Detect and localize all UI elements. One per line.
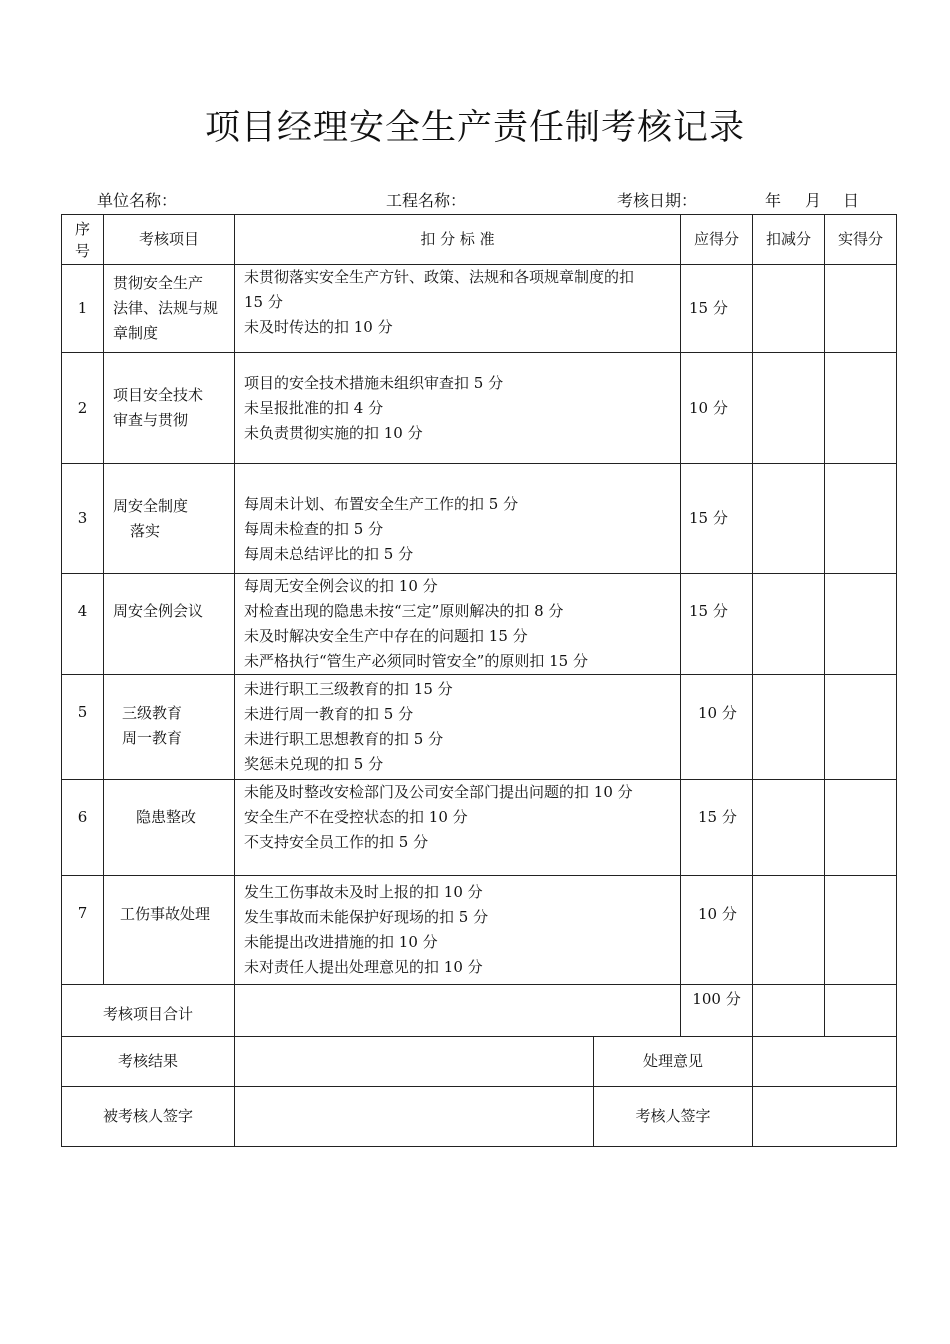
table-row	[62, 464, 897, 574]
row-actual-cell[interactable]	[825, 464, 897, 574]
row-item	[104, 780, 235, 876]
row-due-score: 10 分	[681, 876, 753, 985]
row-item	[104, 353, 235, 464]
total-row	[62, 985, 897, 1037]
row-actual-cell[interactable]	[825, 876, 897, 985]
row-item-line: 工伤事故处理	[120, 905, 211, 923]
row-item	[104, 675, 235, 780]
row-item-line: 章制度	[113, 324, 159, 342]
criteria-line: 未贯彻落实安全生产方针、政策、法规和各项规章制度的扣	[244, 268, 635, 286]
row-due-score: 10 分	[681, 675, 753, 780]
day-label: 日	[843, 191, 860, 210]
signature-row	[62, 1087, 897, 1147]
result-label: 考核结果	[62, 1037, 235, 1087]
criteria-line: 未进行职工思想教育的扣 5 分	[244, 730, 444, 748]
criteria-line: 奖惩未兑现的扣 5 分	[244, 755, 384, 773]
table-row	[62, 876, 897, 985]
row-criteria	[235, 675, 681, 780]
row-due-score: 15 分	[681, 574, 753, 675]
examinee-signature-cell[interactable]	[235, 1087, 594, 1147]
criteria-line: 每周未计划、布置安全生产工作的扣 5 分	[244, 495, 519, 513]
row-seq: 1	[62, 265, 104, 353]
opinion-value-cell[interactable]	[753, 1037, 897, 1087]
table-row	[62, 574, 897, 675]
total-label: 考核项目合计	[62, 985, 235, 1037]
row-item	[104, 574, 235, 675]
row-actual-cell[interactable]	[825, 265, 897, 353]
row-item-line: 周一教育	[122, 729, 183, 747]
row-seq: 2	[62, 353, 104, 464]
criteria-line: 未能及时整改安检部门及公司安全部门提出问题的扣 10 分	[244, 783, 633, 801]
table-row	[62, 675, 897, 780]
result-row	[62, 1037, 897, 1087]
row-deduct-cell[interactable]	[753, 464, 825, 574]
row-criteria	[235, 574, 681, 675]
row-due-score: 15 分	[681, 780, 753, 876]
row-deduct-cell[interactable]	[753, 574, 825, 675]
header-item: 考核项目	[104, 215, 235, 265]
header-due-score: 应得分	[681, 215, 753, 265]
header-seq-line1: 序	[74, 219, 90, 238]
criteria-line: 对检查出现的隐患未按“三定”原则解决的扣 8 分	[244, 602, 564, 620]
row-due-score: 10 分	[681, 353, 753, 464]
row-criteria	[235, 876, 681, 985]
assessment-table	[61, 214, 897, 1037]
project-name-label: 工程名称：	[386, 191, 467, 210]
criteria-line: 每周无安全例会议的扣 10 分	[244, 577, 438, 595]
total-criteria-cell	[235, 985, 681, 1037]
row-item	[104, 265, 235, 353]
criteria-line: 每周未总结评比的扣 5 分	[244, 545, 414, 563]
examiner-signature-cell[interactable]	[753, 1087, 897, 1147]
criteria-line: 未及时传达的扣 10 分	[244, 318, 393, 336]
unit-name-label: 单位名称：	[97, 191, 178, 210]
row-deduct-cell[interactable]	[753, 265, 825, 353]
criteria-line: 未严格执行“管生产必须同时管安全”的原则扣 15 分	[244, 652, 588, 670]
row-item-line: 隐患整改	[136, 808, 197, 826]
header-seq-line2: 号	[74, 241, 90, 260]
header-actual-score: 实得分	[825, 215, 897, 265]
row-item-line: 三级教育	[122, 704, 183, 722]
row-actual-cell[interactable]	[825, 574, 897, 675]
examiner-signature-label: 考核人签字	[594, 1087, 753, 1147]
row-criteria	[235, 353, 681, 464]
table-row	[62, 780, 897, 876]
criteria-line: 未能提出改进措施的扣 10 分	[244, 933, 438, 951]
row-item-line: 落实	[130, 521, 161, 540]
row-criteria	[235, 780, 681, 876]
table-row	[62, 265, 897, 353]
criteria-line: 未及时解决安全生产中存在的问题扣 15 分	[244, 627, 528, 645]
criteria-line: 未进行周一教育的扣 5 分	[244, 705, 414, 723]
row-item-line: 审查与贯彻	[113, 411, 189, 429]
row-seq: 4	[62, 574, 104, 675]
result-table	[61, 1036, 897, 1147]
row-item-line: 项目安全技术	[113, 386, 204, 404]
total-actual-cell[interactable]	[825, 985, 897, 1037]
table-row	[62, 353, 897, 464]
row-due-score: 15 分	[681, 265, 753, 353]
row-due-score: 15 分	[681, 464, 753, 574]
criteria-line: 发生工伤事故未及时上报的扣 10 分	[244, 883, 483, 901]
result-value-cell[interactable]	[235, 1037, 594, 1087]
header-criteria: 扣 分 标 准	[235, 215, 681, 265]
table-header-row	[62, 215, 897, 265]
row-item-line: 周安全制度	[113, 496, 189, 515]
row-deduct-cell[interactable]	[753, 675, 825, 780]
criteria-line: 15 分	[244, 293, 283, 311]
criteria-line: 发生事故而未能保护好现场的扣 5 分	[244, 908, 489, 926]
row-item-line: 法律、法规与规	[113, 299, 219, 317]
row-deduct-cell[interactable]	[753, 353, 825, 464]
row-item-line: 贯彻安全生产	[113, 274, 204, 292]
criteria-line: 安全生产不在受控状态的扣 10 分	[244, 808, 468, 826]
row-item-line: 周安全例会议	[113, 602, 204, 620]
page-title: 项目经理安全生产责任制考核记录	[204, 108, 745, 148]
year-label: 年	[765, 191, 782, 210]
total-score: 100 分	[681, 985, 753, 1037]
criteria-line: 未负责贯彻实施的扣 10 分	[244, 423, 423, 442]
total-deduct-cell[interactable]	[753, 985, 825, 1037]
row-item	[104, 876, 235, 985]
opinion-label: 处理意见	[594, 1037, 753, 1087]
header-deduct-score: 扣减分	[753, 215, 825, 265]
header-seq	[62, 215, 104, 265]
criteria-line: 每周未检查的扣 5 分	[244, 520, 384, 538]
row-seq: 3	[62, 464, 104, 574]
criteria-line: 未呈报批准的扣 4 分	[244, 398, 384, 417]
row-seq: 7	[62, 876, 104, 985]
criteria-line: 不支持安全员工作的扣 5 分	[244, 833, 429, 851]
row-criteria	[235, 464, 681, 574]
examinee-signature-label: 被考核人签字	[62, 1087, 235, 1147]
row-deduct-cell[interactable]	[753, 780, 825, 876]
criteria-line: 未进行职工三级教育的扣 15 分	[244, 680, 453, 698]
row-criteria	[235, 265, 681, 353]
criteria-line: 项目的安全技术措施未组织审查扣 5 分	[244, 373, 504, 392]
row-actual-cell[interactable]	[825, 675, 897, 780]
row-deduct-cell[interactable]	[753, 876, 825, 985]
row-item	[104, 464, 235, 574]
row-seq: 6	[62, 780, 104, 876]
assessment-date-label: 考核日期：	[617, 191, 698, 210]
row-actual-cell[interactable]	[825, 780, 897, 876]
criteria-line: 未对责任人提出处理意见的扣 10 分	[244, 958, 483, 976]
row-actual-cell[interactable]	[825, 353, 897, 464]
month-label: 月	[805, 191, 822, 210]
row-seq: 5	[62, 675, 104, 780]
